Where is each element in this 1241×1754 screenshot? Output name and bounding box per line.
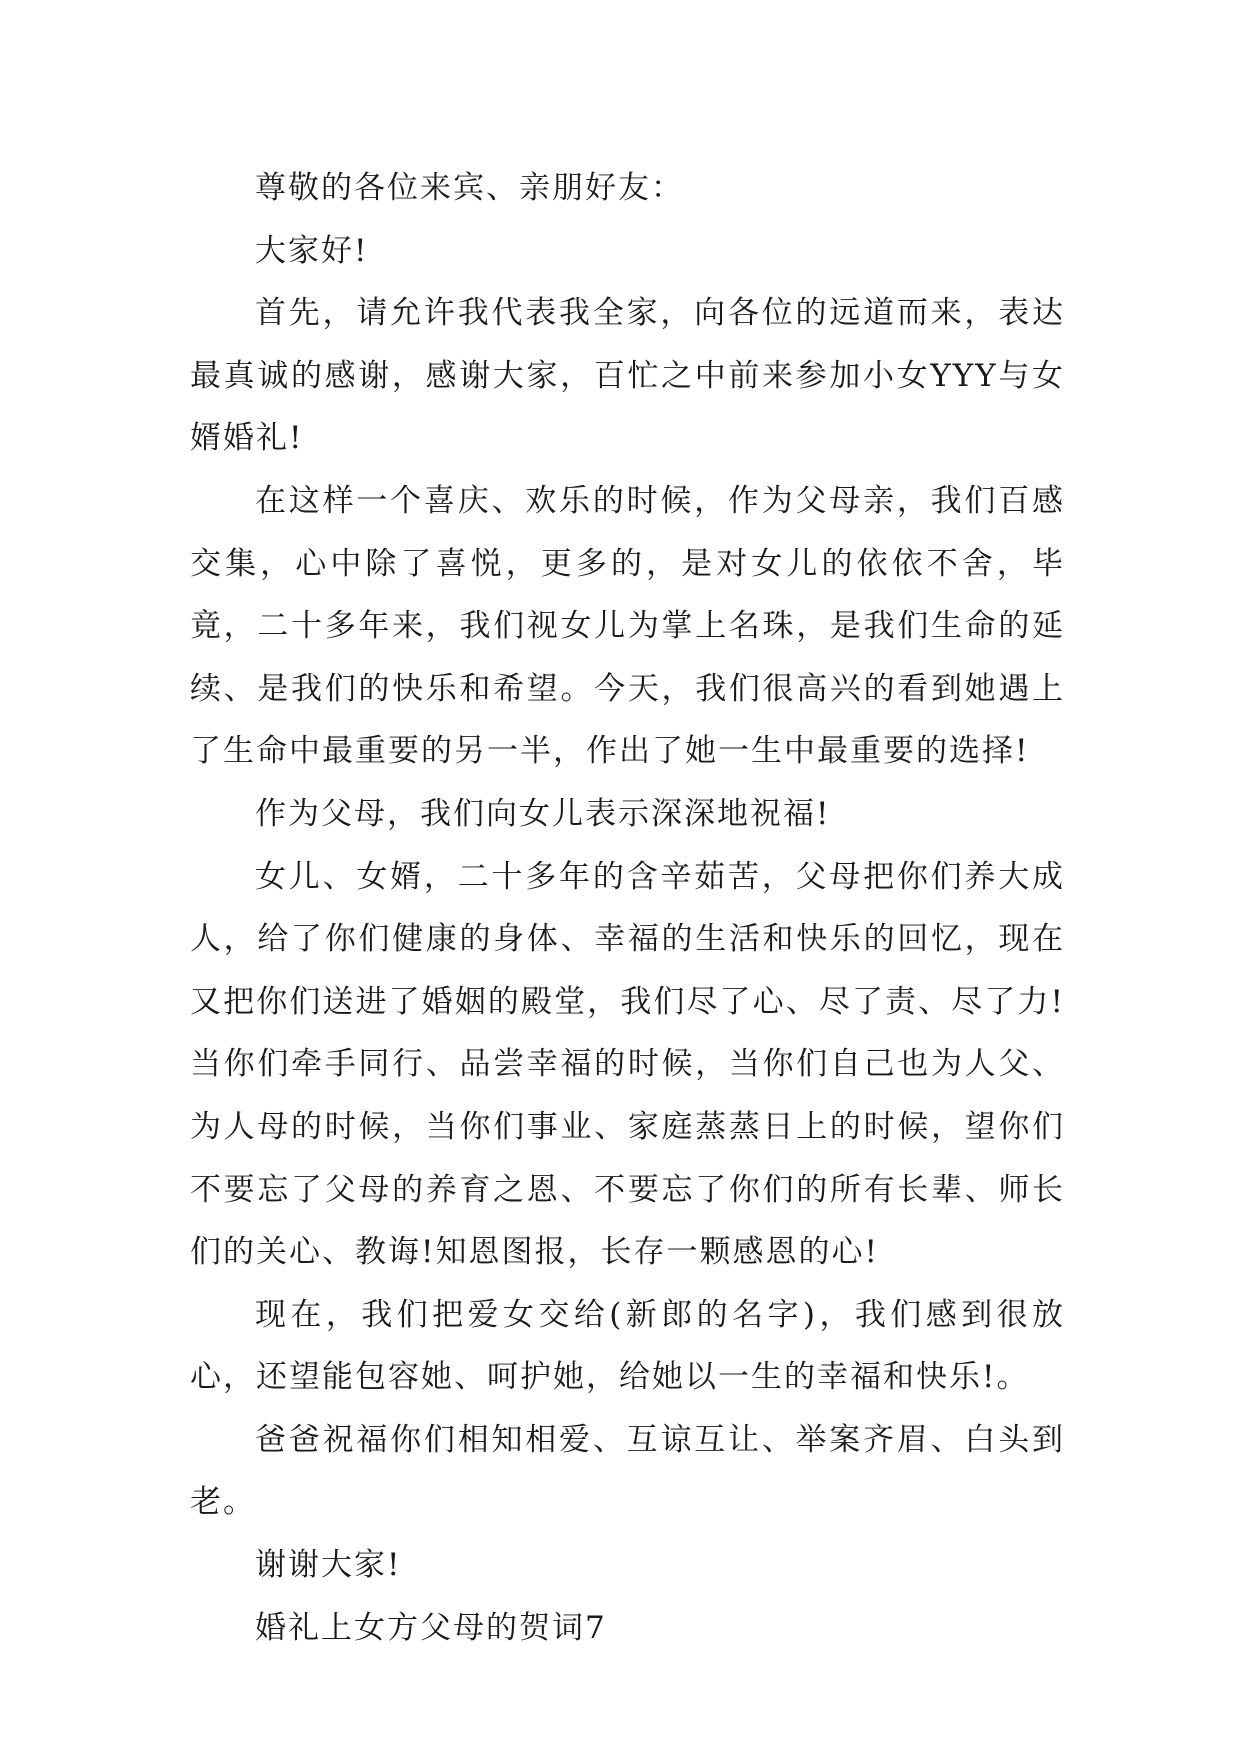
paragraph-wish: 爸爸祝福你们相知相爱、互谅互让、举案齐眉、白头到老。 [190, 1421, 1065, 1521]
paragraph-salutation: 尊敬的各位来宾、亲朋好友： [255, 170, 684, 206]
paragraph-blessing: 作为父母，我们向女儿表示深深地祝福! [255, 795, 831, 832]
paragraph-feelings: 在这样一个喜庆、欢乐的时候，作为父母亲，我们百感交集，心中除了喜悦，更多的，是对女儿的依依不舍，毕竟，二十多年来，我们视女儿为掌上名珠，是我们生命的延续、是我们的快乐和希望。今天，我们很高兴的看到她遇上了生命中最重要的另一半，作出了她一生中最重要的选择! [190, 482, 1065, 770]
paragraph-greeting: 大家好! [255, 232, 369, 269]
paragraph-thanks: 首先，请允许我代表我全家，向各位的远道而来，表达最真诚的感谢，感谢大家，百忙之中前来参加小女YYY与女婿婚礼! [190, 295, 1065, 457]
paragraph-closing: 谢谢大家! [255, 1547, 402, 1584]
paragraph-advice: 女儿、女婿，二十多年的含辛茹苦，父母把你们养大成人，给了你们健康的身体、幸福的生活和快乐的回忆，现在又把你们送进了婚姻的殿堂，我们尽了心、尽了责、尽了力!当你们牵手同行、品尝幸福的时候，当你们自己也为人父、为人母的时候，当你们事业、家庭蒸蒸日上的时候，望你们不要忘了父母的养育之恩、不要忘了你们的所有长辈、师长们的关心、教诲!知恩图报，长存一颗感恩的心! [190, 858, 1065, 1271]
paragraph-next-title: 婚礼上女方父母的贺词7 [255, 1609, 607, 1646]
paragraph-entrust: 现在，我们把爱女交给(新郎的名字)，我们感到很放心，还望能包容她、呵护她，给她以一生的幸福和快乐!。 [190, 1296, 1065, 1396]
document-body [190, 157, 1065, 1659]
